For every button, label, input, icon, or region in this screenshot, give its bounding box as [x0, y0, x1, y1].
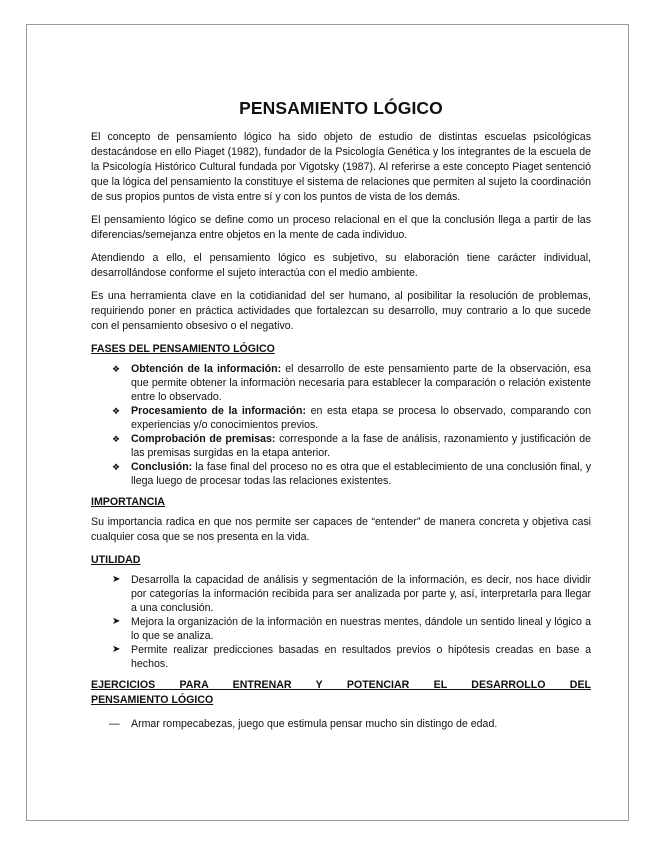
arrow-bullet-icon: ➤: [112, 644, 121, 655]
diamond-bullet-icon: ❖: [112, 364, 121, 374]
arrow-bullet-icon: ➤: [112, 574, 121, 585]
item-text: Permite realizar predicciones basadas en resultados previos o hipótesis creadas en base a hechos.: [131, 644, 591, 670]
diamond-bullet-icon: ❖: [112, 406, 121, 416]
importancia-paragraph: Su importancia radica en que nos permite ser capaces de “entender” de manera concreta y objetiva casi cualquier cosa que se nos presenta en la vida.: [91, 516, 591, 543]
intro-paragraph: El concepto de pensamiento lógico ha sido objeto de estudio de distintas escuelas psicológicas destacándose en ello Piaget (1982), fundador de la Psicología Genética y los integrantes de la escuela de la Psicología Histórico Cultural fundada por Vigotsky (1987). Al referirse a este concepto Piaget sentenció que la lógica del pensamiento la constituye el sistema de relaciones que permiten al sujeto la coordinación de sus propios puntos de vista entre sí y con los puntos de vista de los demás.: [91, 131, 591, 203]
diamond-bullet-icon: ❖: [112, 462, 121, 472]
section-heading-ejercicios-line2: PENSAMIENTO LÓGICO: [91, 694, 214, 706]
intro-paragraph: Es una herramienta clave en la cotidianidad del ser humano, al posibilitar la resolución de problemas, requiriendo poner en práctica actividades que fortalezcan su desarrollo, muy contrario a lo que sucede con el pensamiento obsesivo o el negativo.: [91, 290, 591, 332]
item-text: en esta etapa se procesa lo observado, comparando con experiencias y/o conocimientos previos.: [131, 405, 591, 431]
item-text: corresponde a la fase de análisis, razonamiento y justificación de las premisas surgidas en la etapa anterior.: [131, 433, 592, 459]
list-item: [91, 362, 591, 404]
item-term: Comprobación de premisas:: [131, 433, 276, 445]
section-heading-ejercicios: EJERCICIOS PARA ENTRENAR Y POTENCIAR EL DESARROLLO DEL: [91, 679, 591, 691]
item-term: Obtención de la información:: [131, 363, 282, 375]
intro-paragraph: El pensamiento lógico se define como un proceso relacional en el que la conclusión llega a partir de las diferencias/semejanza entre objetos en la mente de cada individuo.: [91, 214, 591, 241]
list-item: [91, 717, 591, 731]
item-text: la fase final del proceso no es otra que el establecimiento de una conclusión final, y llega luego de procesar todas las relaciones existentes.: [131, 461, 591, 487]
list-item: [91, 432, 591, 460]
fases-list: [91, 362, 591, 488]
list-item: [91, 460, 591, 488]
diamond-bullet-icon: ❖: [112, 434, 121, 444]
item-text: el desarrollo de este pensamiento parte de la observación, esa que permite obtener la información necesaria para establecer la comparación o relación existente entre lo observado.: [131, 363, 591, 403]
utilidad-list: [91, 573, 591, 671]
section-heading-fases: FASES DEL PENSAMIENTO LÓGICO: [91, 343, 275, 355]
document-page: [26, 24, 629, 821]
intro-paragraph: Atendiendo a ello, el pensamiento lógico es subjetivo, su elaboración tiene carácter individual, desarrollándose conforme el sujeto interactúa con el medio ambiente.: [91, 252, 591, 279]
item-text: Desarrolla la capacidad de análisis y segmentación de la información, es decir, nos hace dividir por categorías la información recibida para ser analizada por parte y, así, interpretarla para llegar a una conclusión.: [131, 574, 591, 614]
item-term: Procesamiento de la información:: [131, 405, 307, 417]
dash-bullet-icon: —: [109, 718, 120, 730]
item-text: Mejora la organización de la información en nuestras mentes, dándole un sentido lineal y lógico a lo que se analiza.: [131, 616, 591, 642]
list-item: [91, 573, 591, 615]
list-item: [91, 615, 591, 643]
section-heading-utilidad: UTILIDAD: [91, 554, 141, 566]
list-item: [91, 404, 591, 432]
item-term: Conclusión:: [131, 461, 193, 473]
list-item: [91, 643, 591, 671]
item-text: Armar rompecabezas, juego que estimula pensar mucho sin distingo de edad.: [131, 718, 498, 730]
arrow-bullet-icon: ➤: [112, 616, 121, 627]
document-title: PENSAMIENTO LÓGICO: [239, 98, 443, 118]
ejercicios-list: [91, 717, 591, 731]
document-body: [91, 98, 591, 738]
section-heading-importancia: IMPORTANCIA: [91, 496, 165, 508]
